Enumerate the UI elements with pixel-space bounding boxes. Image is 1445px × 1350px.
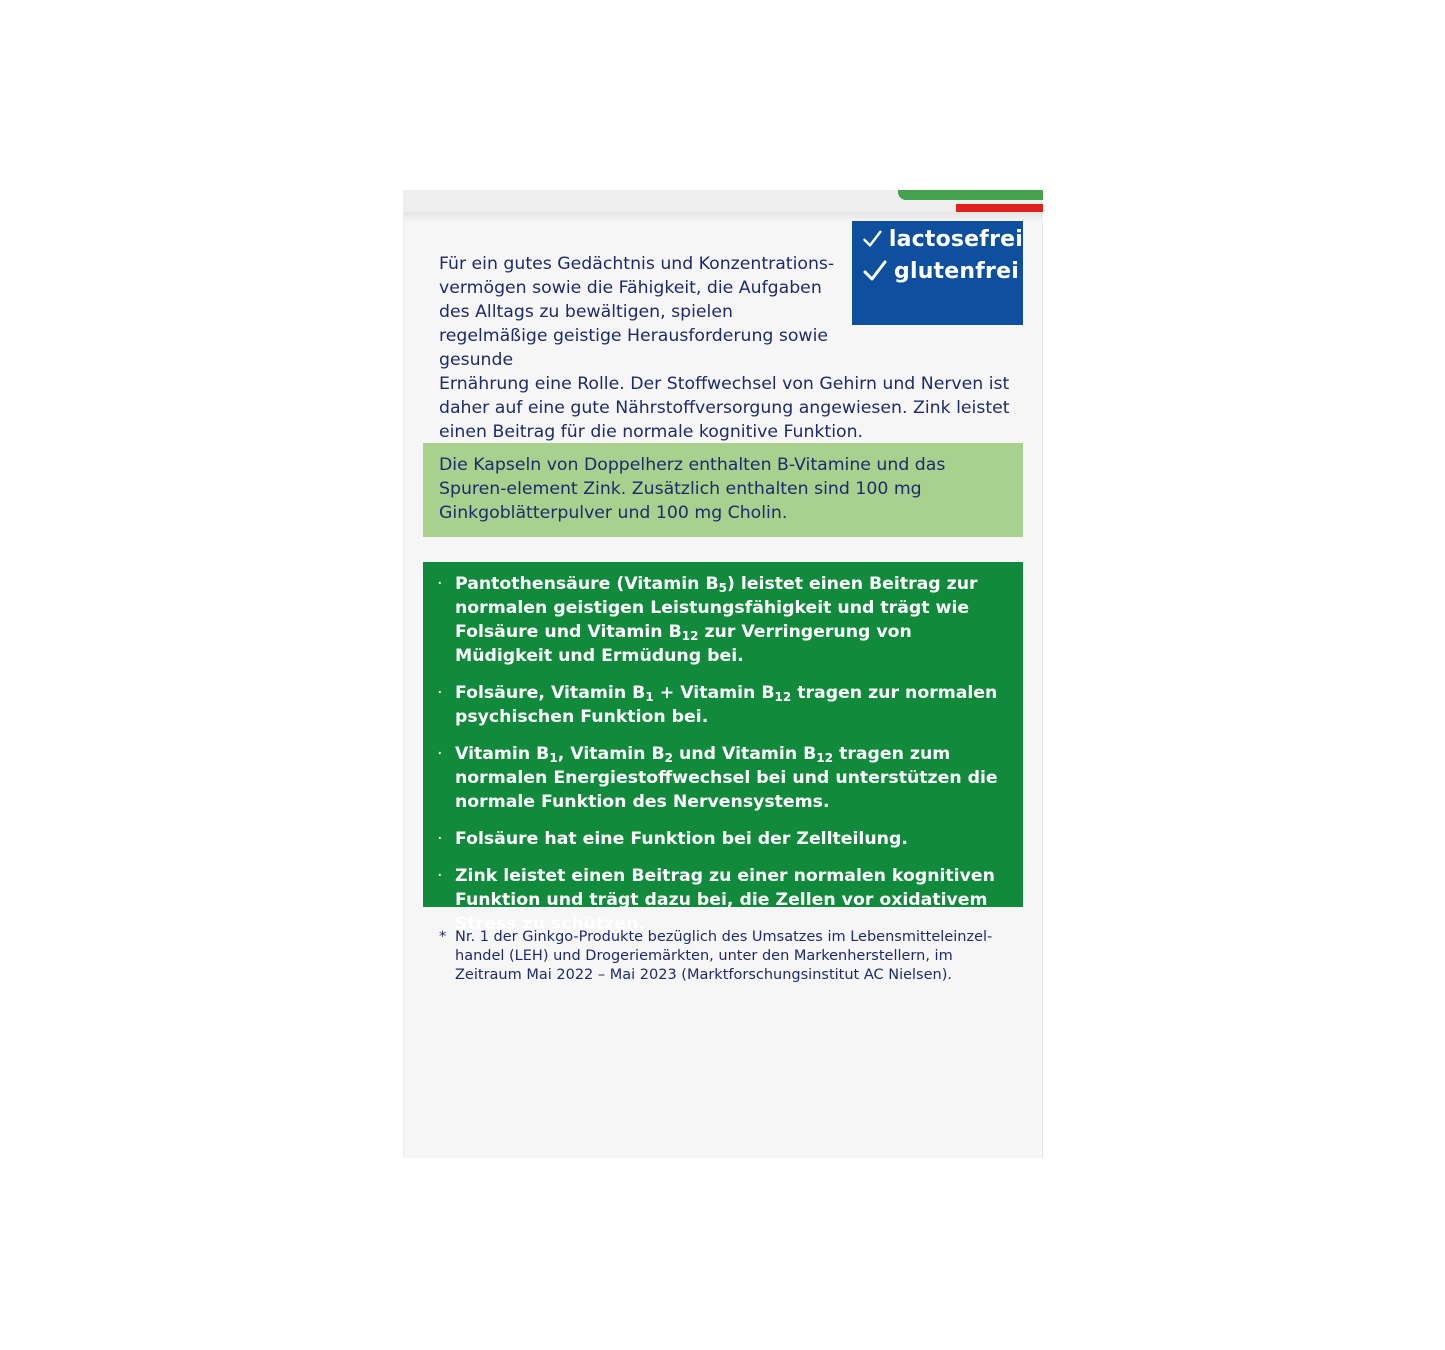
logo-fragment [898,190,1043,200]
subscript: 12 [816,751,834,765]
claim-text: Vitamin B [455,744,550,764]
health-claims-box [423,562,1023,934]
bullet: · [437,829,443,849]
claim-text: Folsäure hat eine Funktion bei der Zellteilung. [455,829,908,849]
box-top-flap [403,190,1043,222]
intro-wrapped-text: Für ein gutes Gedächtnis und Konzentrations-vermögen sowie die Fähigkeit, die Aufgaben des Alltags zu bewältigen, spielen regelmäßige geistige Herausforderung sowie gesunde [439,254,835,370]
claim-text: tragen zur normalen psychischen Funktion bei. [455,683,998,727]
claim-text: , Vitamin B [557,744,665,764]
badge-item-lactose [852,223,1023,255]
claim-text: ) leistet einen Beitrag zur normalen geistigen Leistungsfähigkeit und trägt wie Folsäure und Vitamin B [455,574,978,642]
badge-label: glutenfrei [894,258,1019,284]
bullet: · [437,866,443,886]
bullet: · [437,744,443,764]
subscript: 12 [681,629,699,643]
claim-text: + Vitamin B [653,683,775,703]
bullet: · [437,574,443,594]
claim-text: zur Verringerung von Müdigkeit und Ermüdung bei. [455,622,912,666]
subscript: 1 [645,690,654,704]
intro-paragraph [439,252,1014,444]
badge-label: lactosefrei [888,226,1023,252]
claim-item [437,742,1011,814]
footnote-text: Nr. 1 der Ginkgo-Produkte bezüglich des Umsatzes im Lebensmitteleinzel-handel (LEH) und Drogeriemärkten, unter den Markenherstellern, im Zeitraum Mai 2022 – Mai 2023 (Marktforschungsinstitut AC Nielsen). [455,929,993,983]
subscript: 5 [718,581,727,595]
subscript: 2 [664,751,673,765]
claim-item [437,827,1011,851]
footnote [439,928,1014,985]
claim-text: Zink leistet einen Beitrag zu einer normalen kognitiven Funktion und trägt dazu bei, die Zellen vor oxidativem Stress zu schützen. [455,866,995,934]
claim-item [437,681,1011,729]
claim-item [437,572,1011,668]
claim-item [437,864,1011,936]
footnote-mark: * [439,929,447,945]
claim-text: Pantothensäure (Vitamin B [455,574,719,594]
claim-text: tragen zum normalen Energiestoffwechsel bei und unterstützen die normale Funktion des Nervensystems. [455,744,998,812]
capsule-info-box [423,443,1023,537]
capsule-info-text: Die Kapseln von Doppelherz enthalten B-Vitamine und das Spuren-element Zink. Zusätzlich enthalten sind 100 mg Ginkgoblätterpulver und 100 mg Cholin. [439,455,946,523]
bullet: · [437,683,443,703]
claim-text: Folsäure, Vitamin B [455,683,646,703]
claim-text: und Vitamin B [672,744,817,764]
subscript: 1 [549,751,558,765]
checkmark-icon [862,226,883,252]
intro-rest-text: Ernährung eine Rolle. Der Stoffwechsel von Gehirn und Nerven ist daher auf eine gute Nährstoffversorgung angewiesen. Zink leistet einen Beitrag für die normale kognitive Funktion. [439,374,1010,442]
subscript: 12 [774,690,792,704]
